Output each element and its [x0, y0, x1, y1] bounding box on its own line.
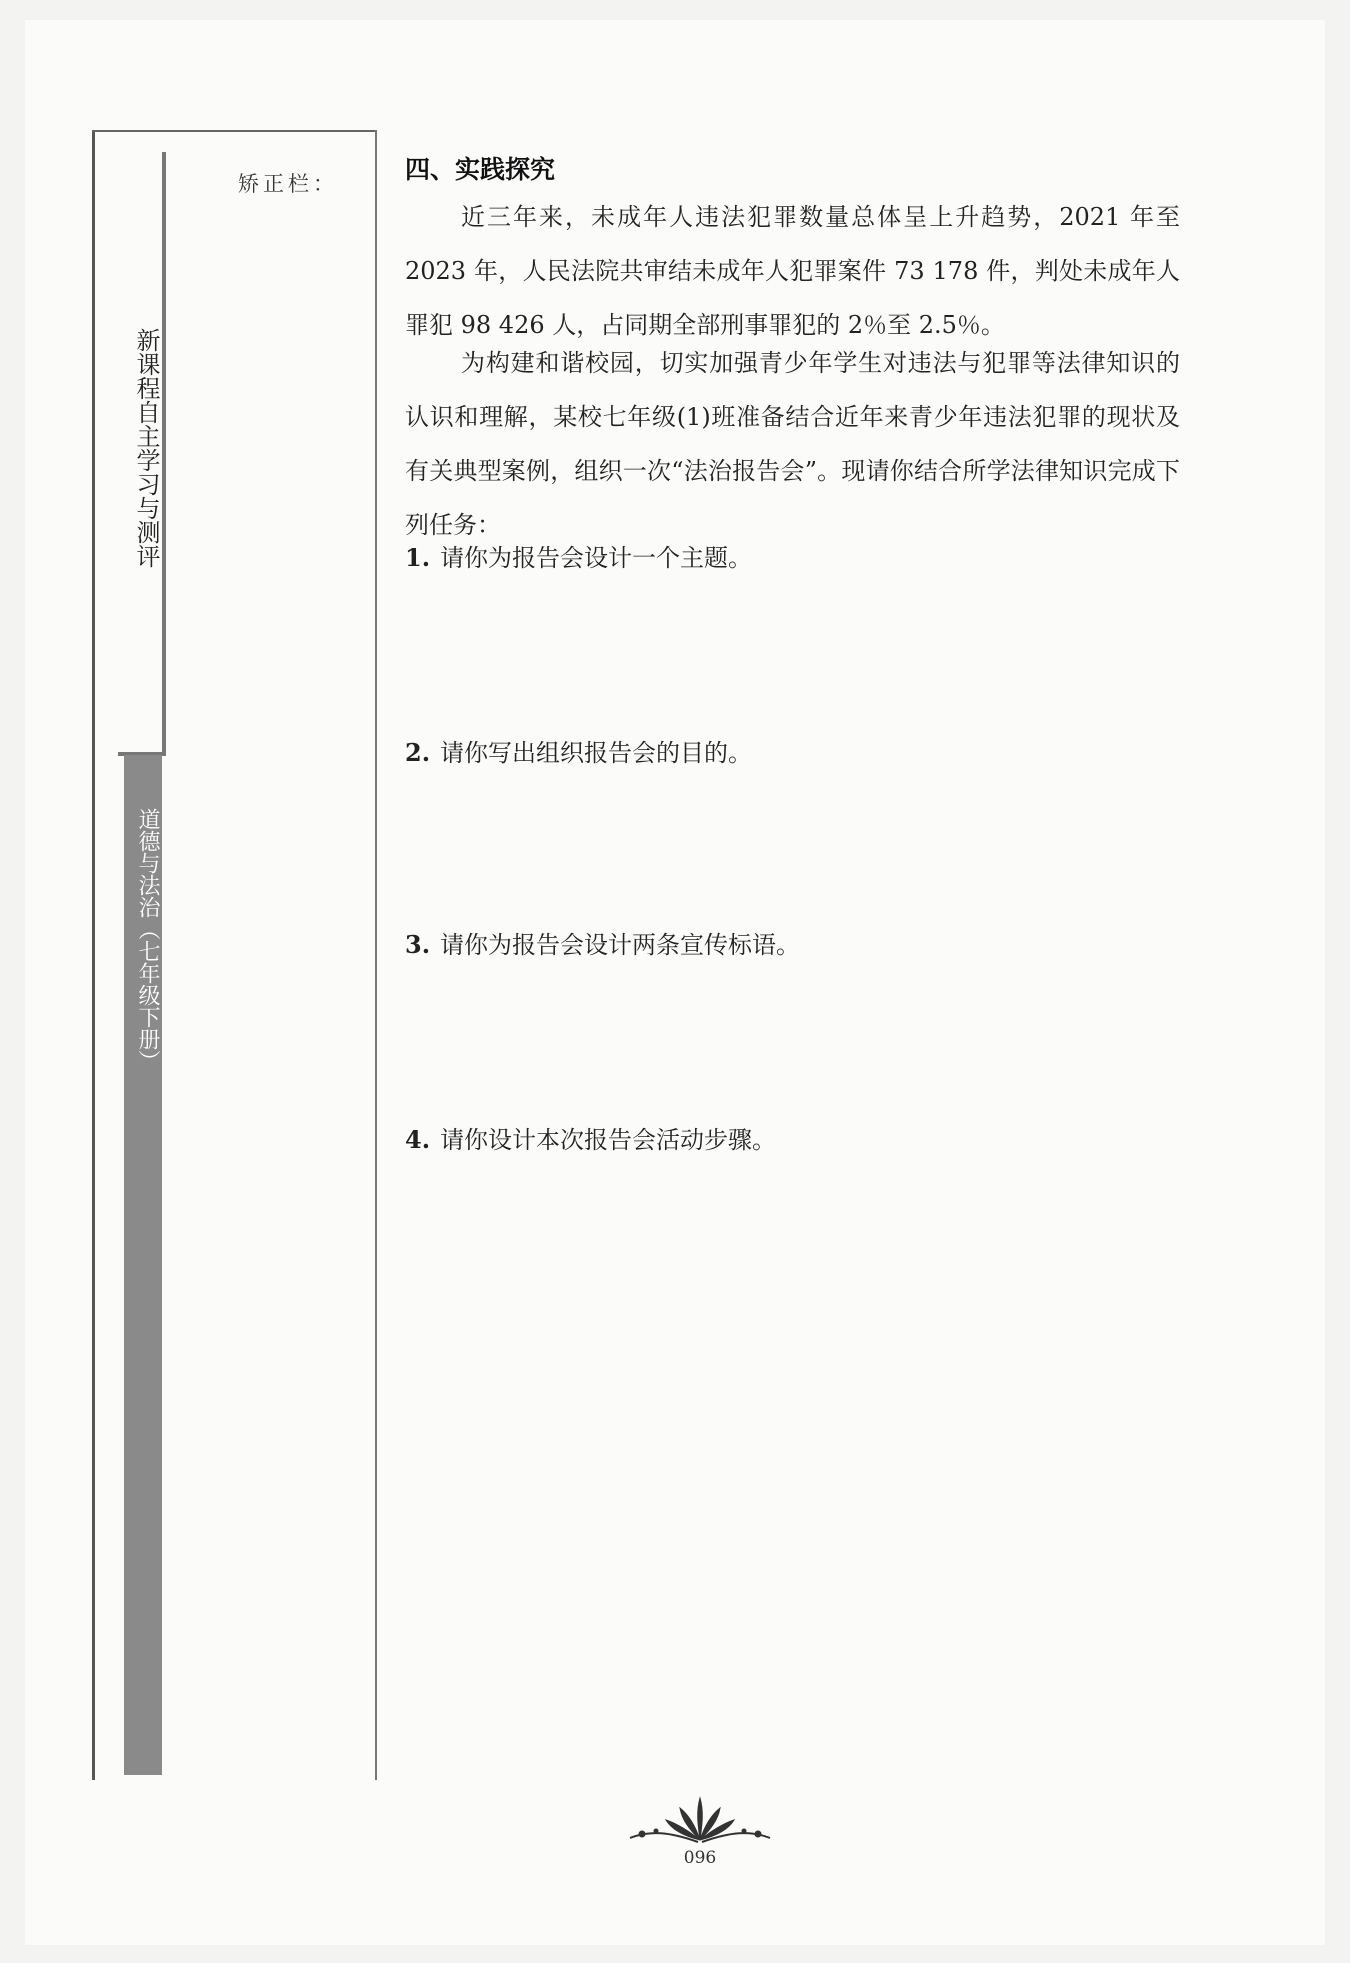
leaf-flourish-icon: [620, 1790, 780, 1850]
question-2: [405, 733, 752, 768]
margin-frame-right: [375, 130, 377, 1780]
question-text: 请你设计本次报告会活动步骤。: [440, 1126, 777, 1154]
question-3: [405, 925, 800, 960]
question-4: [405, 1120, 776, 1155]
question-text: 请你写出组织报告会的目的。: [440, 739, 753, 767]
margin-frame-top: [92, 130, 377, 132]
series-title: 新课程自主学习与测评: [132, 328, 160, 568]
correction-column-label: 矫正栏：: [238, 172, 338, 196]
margin-frame-left: [92, 130, 95, 1780]
question-text: 请你为报告会设计两条宣传标语。: [440, 931, 801, 959]
intro-paragraph: 近三年来，未成年人违法犯罪数量总体呈上升趋势，2021 年至 2023 年，人民法院共审结未成年人犯罪案件 73 178 件，判处未成年人罪犯 98 426 人，占同期全部刑事罪犯的 2％至 2.5％。: [405, 203, 1180, 339]
question-number: 4.: [405, 1125, 431, 1154]
question-1: [405, 538, 752, 573]
question-text: 请你为报告会设计一个主题。: [440, 544, 753, 572]
question-number: 2.: [405, 738, 431, 767]
section-title: 四、实践探究: [405, 155, 556, 184]
question-number: 3.: [405, 930, 431, 959]
task-paragraph: 为构建和谐校园，切实加强青少年学生对违法与犯罪等法律知识的认识和理解，某校七年级(1)班准备结合近年来青少年违法犯罪的现状及有关典型案例，组织一次“法治报告会”。现请你结合所学法律知识完成下列任务：: [405, 349, 1180, 539]
subject-title: 道德与法治（七年级下册）: [135, 808, 160, 1072]
page-number: 096: [683, 1848, 717, 1868]
question-number: 1.: [405, 543, 431, 572]
